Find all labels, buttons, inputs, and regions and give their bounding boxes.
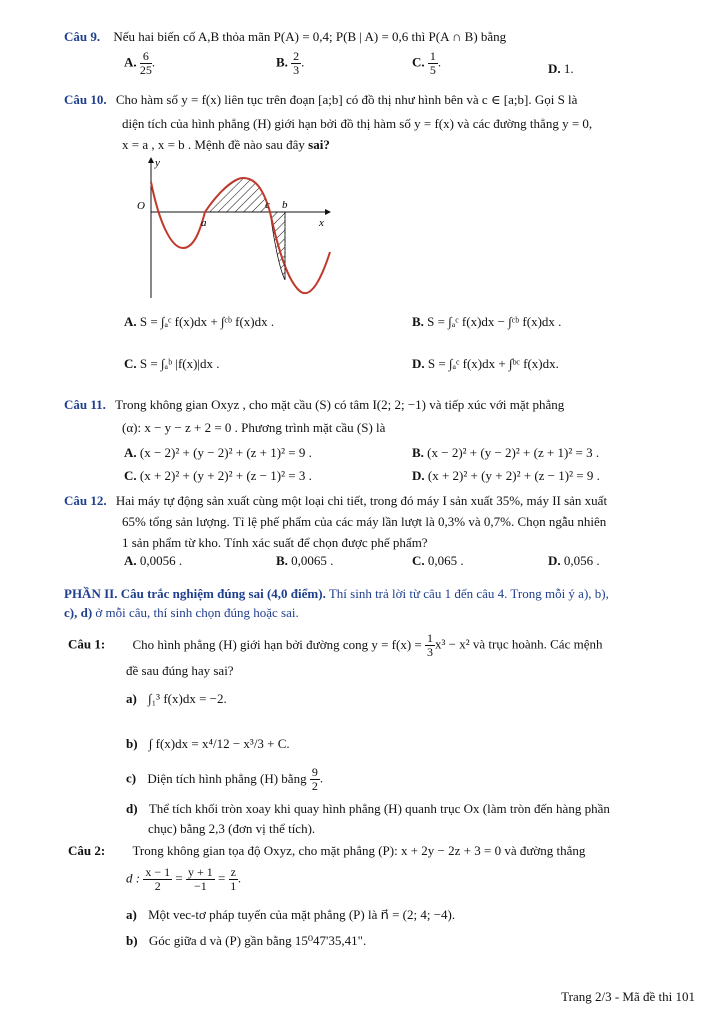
q9-option-c: C. $\frac{1}{5}$ .	[412, 49, 442, 78]
p2q2-line1: Câu 2: Trong không gian tọa độ Oxyz, cho mặt phẳng (P): x + 2y − 2z + 3 = 0 và đường thẳng	[68, 843, 586, 858]
q12-line1: Câu 12. Hai máy tự động sản xuất cùng một loại chi tiết, trong đó máy I sản xuất 35%, máy II sản xuất	[64, 493, 608, 508]
q12-line3: 1 sản phẩm từ kho. Tính xác suất để chọn được phế phẩm?	[122, 535, 428, 550]
x-axis-label: x	[319, 217, 324, 229]
origin-label: O	[137, 200, 145, 212]
q11-option-a: A. (x − 2)² + (y − 2)² + (z + 1)² = 9 .	[124, 445, 312, 460]
b-label: b	[282, 199, 288, 211]
q10-line1: Câu 10. Cho hàm số y = f(x) liên tục trên đoạn [a;b] có đồ thị như hình bên và c ∈ [a;b]. Gọi S là	[64, 92, 578, 107]
q11-option-c: C. (x + 2)² + (y + 2)² + (z − 1)² = 3 .	[124, 468, 312, 483]
q10-function-graph	[125, 152, 335, 300]
p2q1-statement-c: c) Diện tích hình phẳng (H) bằng $\frac{9}{2}$ .	[126, 765, 324, 794]
q10-option-d: D. S = ∫ₐᶜ f(x)dx + ∫ᵇᶜ f(x)dx.	[412, 356, 559, 371]
part2-title: PHẦN II. Câu trắc nghiệm đúng sai (4,0 điểm).	[64, 586, 326, 601]
q9-label: Câu 9.	[64, 29, 101, 44]
q9-text: Nếu hai biến cố A,B thỏa mãn P(A) = 0,4; P(B | A) = 0,6 thì P(A ∩ B) bằng	[113, 29, 507, 44]
q11-label: Câu 11.	[64, 397, 106, 412]
q10-option-b: B. S = ∫ₐᶜ f(x)dx − ∫ᶜᵇ f(x)dx .	[412, 314, 562, 329]
c-label: c	[265, 199, 270, 211]
p2q1-line2: đề sau đúng hay sai?	[126, 663, 234, 678]
q11-option-d: D. (x + 2)² + (y + 2)² + (z − 1)² = 9 .	[412, 468, 600, 483]
a-label: a	[201, 217, 207, 229]
page-footer: Trang 2/3 - Mã đề thi 101	[561, 989, 695, 1005]
p2q1-label: Câu 1:	[68, 636, 106, 652]
q9-option-d: D. 1.	[548, 61, 574, 76]
p2q1-statement-d: d) Thể tích khối tròn xoay khi quay hình phẳng (H) quanh trục Ox (làm tròn đến hàng phần	[126, 801, 610, 816]
q10-option-c: C. S = ∫ₐᵇ |f(x)|dx .	[124, 356, 220, 371]
p2q1-statement-a: a) ∫₁³ f(x)dx = −2.	[126, 691, 227, 706]
p2q1-statement-d-cont: chục) bằng 2,3 (đơn vị thể tích).	[148, 821, 316, 836]
q12-label: Câu 12.	[64, 493, 107, 508]
p2q2-line-d: d : $\frac{x - 1}{2}$ = $\frac{y + 1}{-1}$ = $\frac{z}{1}$ .	[126, 865, 242, 894]
p2q2-statement-b: b) Góc giữa d và (P) gần bằng 15⁰47'35,41".	[126, 933, 367, 948]
p2q1-line1: Câu 1: Cho hình phẳng (H) giới hạn bởi đường cong y = f(x) = $\frac{1}{3}$ x³ − x² và trục hoành. Các mệnh	[68, 631, 603, 660]
q11-line2: (α): x − y − z + 2 = 0 . Phương trình mặt cầu (S) là	[122, 420, 386, 435]
q9-option-b: B. $\frac{2}{3}$ .	[276, 49, 305, 78]
q10-label: Câu 10.	[64, 92, 107, 107]
q12-option-d: D. 0,056 .	[548, 553, 600, 568]
part2-note: c), d) ở mỗi câu, thí sinh chọn đúng hoặc sai.	[64, 605, 299, 620]
q10-line2: diện tích của hình phẳng (H) giới hạn bởi đồ thị hàm số y = f(x) và các đường thẳng y = 0,	[122, 116, 593, 131]
q10-line3: x = a , x = b . Mệnh đề nào sau đây sai?	[122, 137, 330, 152]
part2-heading: PHẦN II. Câu trắc nghiệm đúng sai (4,0 điểm). Thí sinh trả lời từ câu 1 đến câu 4. Trong mỗi ý a), b),	[64, 586, 609, 601]
q9-stem	[64, 28, 506, 46]
q10-option-a: A. S = ∫ₐᶜ f(x)dx + ∫ᶜᵇ f(x)dx .	[124, 314, 275, 329]
p2q2-label: Câu 2:	[68, 843, 106, 858]
hatched-region-a-c	[205, 178, 270, 212]
p2q2-statement-a: a) Một vec-tơ pháp tuyến của mặt phẳng (P) là n⃗ = (2; 4; −4).	[126, 907, 456, 922]
q12-option-a: A. 0,0056 .	[124, 553, 183, 568]
q12-line2: 65% tổng sản lượng. Tỉ lệ phế phẩm của các máy lần lượt là 0,3% và 0,7%. Chọn ngẫu nhiên	[122, 514, 607, 529]
p2q1-statement-b: b) ∫ f(x)dx = x⁴/12 − x³/3 + C.	[126, 736, 290, 751]
q12-option-c: C. 0,065 .	[412, 553, 464, 568]
q12-option-b: B. 0,0065 .	[276, 553, 334, 568]
y-axis-label: y	[155, 157, 160, 169]
q9-option-a: A. $\frac{6}{25}$ .	[124, 49, 156, 78]
q11-option-b: B. (x − 2)² + (y − 2)² + (z + 1)² = 3 .	[412, 445, 600, 460]
q11-line1: Câu 11. Trong không gian Oxyz , cho mặt cầu (S) có tâm I(2; 2; −1) và tiếp xúc với mặt phẳng	[64, 397, 565, 412]
